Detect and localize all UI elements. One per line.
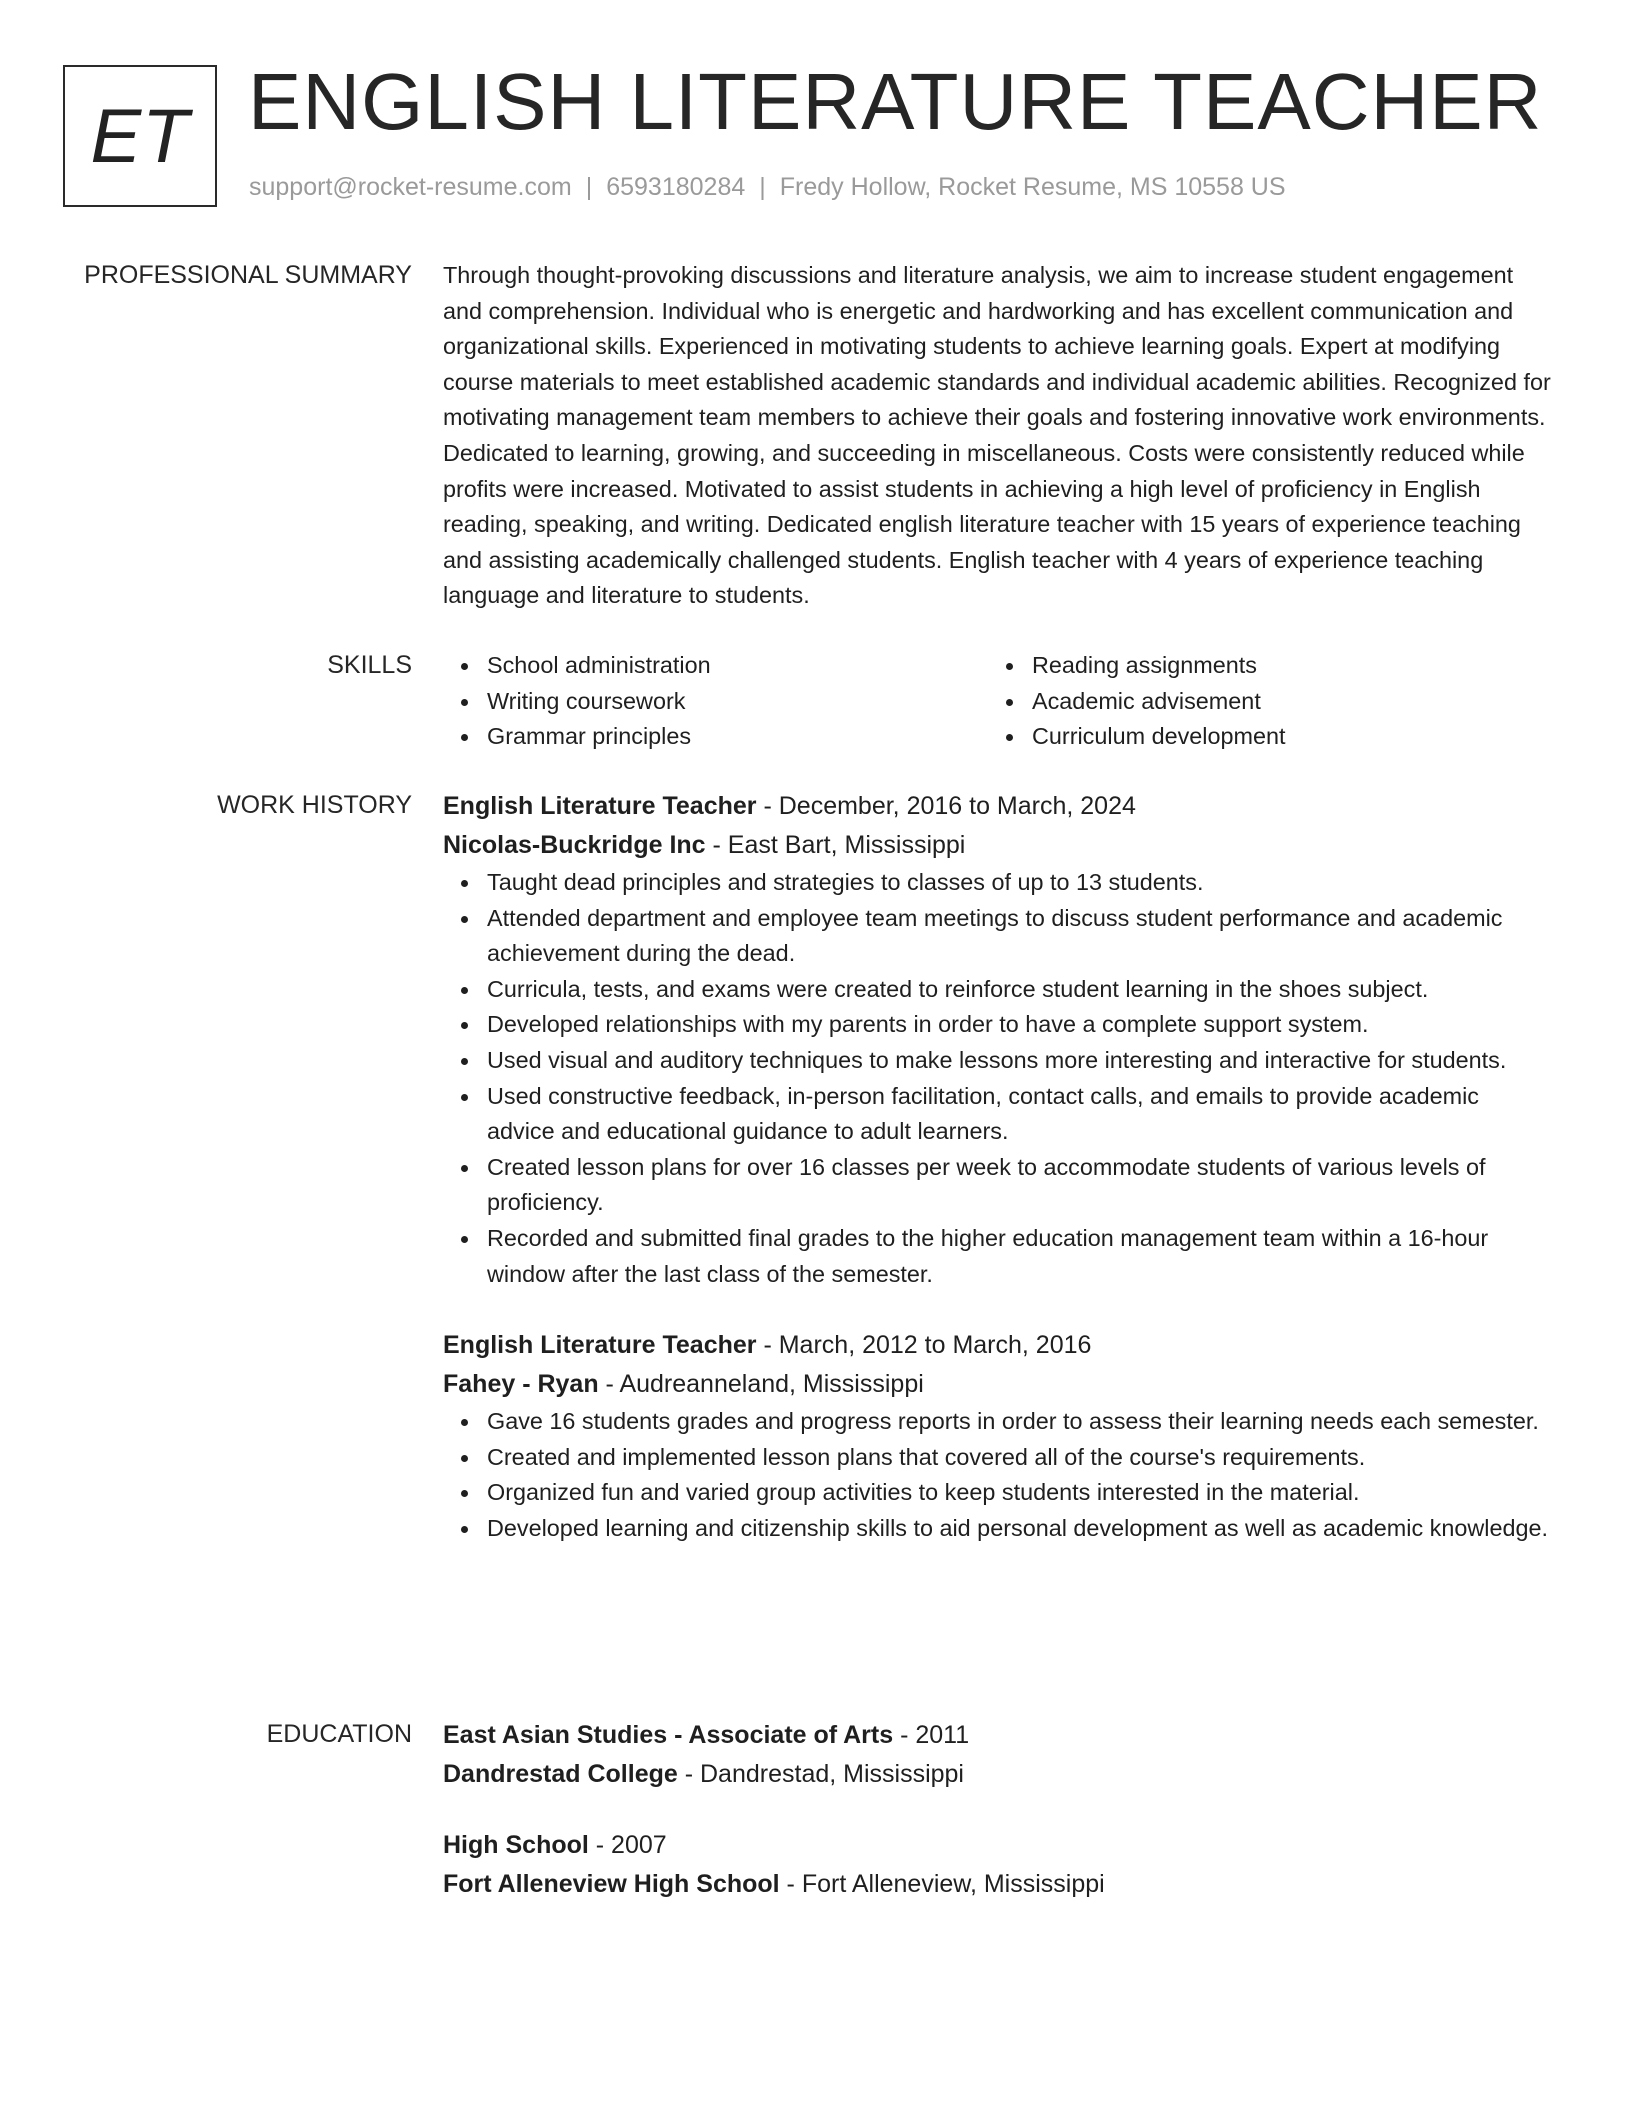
summary-body — [443, 258, 1553, 614]
job-dates: - March, 2012 to March, 2016 — [756, 1331, 1092, 1360]
summary-text: Through thought-provoking discussions and literature analysis, we aim to increase student engagement and comprehension. Individual who is energetic and hardworking and has excellent communication and organizational skills. Experienced in motivating students to achieve learning goals. Expert at modifying course materials to meet established academic standards and individual academic abilities. Recognized for motivating management team members to achieve their goals and fostering innovative work environments. Dedicated to learning, growing, and succeeding in miscellaneous. Costs were consistently reduced while profits were increased. Motivated to assist students in achieving a high level of proficiency in English reading, speaking, and writing. Dedicated english literature teacher with 15 years of experience teaching and assisting academically challenged students. English teacher with 4 years of experience teaching language and literature to students. — [443, 262, 1551, 609]
job-duties-list — [443, 1404, 1553, 1546]
education-degree-line — [443, 1826, 1553, 1865]
job-duty: Gave 16 students grades and progress reports in order to assess their learning needs each semester. — [487, 1404, 1553, 1440]
job-title: English Literature Teacher — [443, 792, 757, 820]
job-duty: Created lesson plans for over 16 classes per week to accommodate students of various levels of proficiency. — [487, 1150, 1553, 1221]
education-location: - Fort Alleneview, Mississippi — [779, 1870, 1105, 1898]
education-heading: EDUCATION — [266, 1720, 412, 1748]
job-title-line — [443, 787, 1553, 826]
job-entry — [443, 1326, 1553, 1546]
education-degree-line — [443, 1716, 1553, 1755]
skill-item: Grammar principles — [487, 719, 988, 755]
skill-item: Reading assignments — [1032, 648, 1533, 684]
job-duty: Used constructive feedback, in-person facilitation, contact calls, and emails to provide academic advice and educational guidance to adult learners. — [487, 1079, 1553, 1150]
job-dates: - December, 2016 to March, 2024 — [756, 792, 1136, 820]
job-duty: Used visual and auditory techniques to make lessons more interesting and interactive for students. — [487, 1043, 1553, 1079]
contact-line — [249, 172, 1286, 202]
job-company: Fahey - Ryan — [443, 1370, 599, 1399]
skill-item: School administration — [487, 648, 988, 684]
job-duty: Developed relationships with my parents in order to have a complete support system. — [487, 1007, 1553, 1043]
contact-address: Fredy Hollow, Rocket Resume, MS 10558 US — [779, 173, 1286, 201]
job-duty: Organized fun and varied group activities to keep students interested in the material. — [487, 1475, 1553, 1511]
education-year: - 2007 — [588, 1831, 667, 1859]
education-school: Dandrestad College — [443, 1760, 678, 1788]
job-duty: Recorded and submitted final grades to the higher education management team within a 16-hour window after the last class of the semester. — [487, 1221, 1553, 1292]
education-degree: East Asian Studies - Associate of Arts — [443, 1721, 894, 1749]
skill-item: Academic advisement — [1032, 684, 1533, 720]
education-school-line — [443, 1865, 1553, 1904]
job-title-line — [443, 1326, 1553, 1365]
education-school: Fort Alleneview High School — [443, 1870, 780, 1898]
skills-heading: SKILLS — [327, 651, 412, 679]
job-title: English Literature Teacher — [443, 1331, 757, 1360]
job-duty: Attended department and employee team meetings to discuss student performance and academic achievement during the dead. — [487, 901, 1553, 972]
work-history-heading: WORK HISTORY — [217, 791, 412, 819]
contact-separator: | — [585, 173, 593, 201]
job-duty: Developed learning and citizenship skills to aid personal development as well as academic knowledge. — [487, 1511, 1553, 1547]
work-history-body — [443, 787, 1553, 1547]
skill-item: Curriculum development — [1032, 719, 1533, 755]
contact-phone[interactable]: 6593180284 — [606, 173, 746, 201]
skills-column-right — [988, 648, 1533, 755]
summary-heading: PROFESSIONAL SUMMARY — [84, 261, 412, 289]
job-entry — [443, 787, 1553, 1292]
contact-email[interactable]: support@rocket-resume.com — [249, 173, 572, 201]
education-location: - Dandrestad, Mississippi — [677, 1760, 964, 1788]
job-duty: Taught dead principles and strategies to classes of up to 13 students. — [487, 865, 1553, 901]
job-company-line — [443, 826, 1553, 865]
education-school-line — [443, 1755, 1553, 1794]
job-duty: Curricula, tests, and exams were created to reinforce student learning in the shoes subject. — [487, 972, 1553, 1008]
education-degree: High School — [443, 1831, 589, 1859]
job-duty: Created and implemented lesson plans that covered all of the course's requirements. — [487, 1440, 1553, 1476]
job-location: - Audreanneland, Mississippi — [598, 1370, 924, 1399]
job-company-line — [443, 1365, 1553, 1404]
education-body — [443, 1716, 1553, 1904]
job-duties-list — [443, 865, 1553, 1292]
skills-list — [443, 648, 1553, 755]
job-company: Nicolas-Buckridge Inc — [443, 831, 706, 859]
education-year: - 2011 — [893, 1721, 970, 1749]
education-entry — [443, 1716, 1553, 1794]
skills-column-left — [443, 648, 988, 755]
contact-separator: | — [759, 173, 766, 201]
monogram-initials: ET — [63, 65, 217, 207]
resume-title: ENGLISH LITERATURE TEACHER — [248, 57, 1543, 146]
skill-item: Writing coursework — [487, 684, 988, 720]
education-entry — [443, 1826, 1553, 1904]
job-location: - East Bart, Mississippi — [705, 831, 966, 859]
